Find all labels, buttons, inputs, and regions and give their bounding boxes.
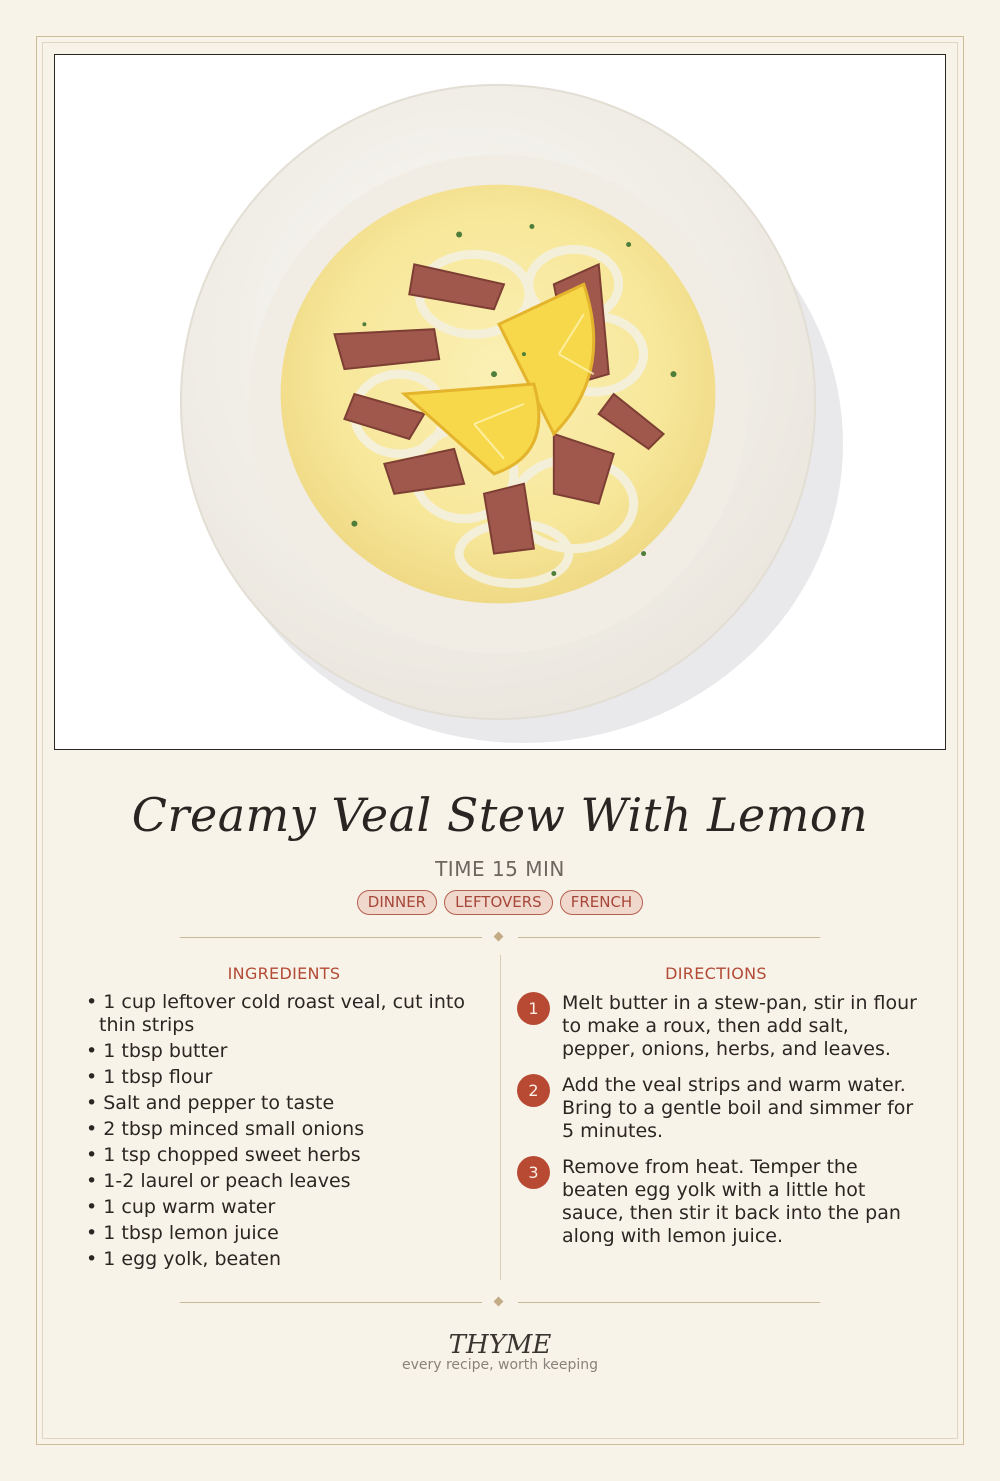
list-item: • 1-2 laurel or peach leaves — [86, 1170, 481, 1193]
step-number-badge: 2 — [517, 1074, 550, 1107]
directions-heading: DIRECTIONS — [665, 964, 767, 983]
directions-list — [517, 992, 922, 1261]
list-item: • 1 cup warm water — [86, 1196, 481, 1219]
divider-bottom — [180, 1297, 820, 1309]
tag-list — [200, 890, 800, 915]
brand-name: THYME — [448, 1330, 552, 1360]
diamond-icon — [494, 932, 504, 942]
ingredients-heading: INGREDIENTS — [227, 964, 341, 983]
list-item: • Salt and pepper to taste — [86, 1092, 481, 1115]
direction-step — [517, 1074, 922, 1143]
tag-dinner[interactable]: DINNER — [357, 890, 437, 915]
list-item: • 1 cup leftover cold roast veal, cut into thin strips — [86, 991, 481, 1037]
list-item: • 1 tsp chopped sweet herbs — [86, 1144, 481, 1167]
ingredients-list — [86, 991, 481, 1274]
step-text: Add the veal strips and warm water. Bring to a gentle boil and simmer for 5 minutes. — [562, 1074, 914, 1142]
column-separator — [500, 955, 501, 1280]
divider-top — [180, 932, 820, 944]
list-item: • 1 tbsp butter — [86, 1040, 481, 1063]
cook-time: TIME 15 MIN — [435, 857, 565, 881]
recipe-title: Creamy Veal Stew With Lemon — [131, 788, 869, 842]
step-text: Remove from heat. Temper the beaten egg yolk with a little hot sauce, then stir it back into the pan along with lemon juice. — [562, 1156, 901, 1247]
tag-french[interactable]: FRENCH — [560, 890, 644, 915]
step-number-badge: 1 — [517, 992, 550, 1025]
direction-step — [517, 992, 922, 1061]
list-item: • 1 tbsp flour — [86, 1066, 481, 1089]
direction-step — [517, 1156, 922, 1248]
brand-tagline: every recipe, worth keeping — [401, 1357, 598, 1373]
step-number-badge: 3 — [517, 1156, 550, 1189]
list-item: • 2 tbsp minced small onions — [86, 1118, 481, 1141]
step-text: Melt butter in a stew-pan, stir in flour to make a roux, then add salt, pepper, onions, herbs, and leaves. — [562, 992, 917, 1060]
list-item: • 1 egg yolk, beaten — [86, 1248, 481, 1271]
recipe-photo — [54, 54, 946, 750]
list-item: • 1 tbsp lemon juice — [86, 1222, 481, 1245]
diamond-icon — [494, 1297, 504, 1307]
tag-leftovers[interactable]: LEFTOVERS — [444, 890, 553, 915]
